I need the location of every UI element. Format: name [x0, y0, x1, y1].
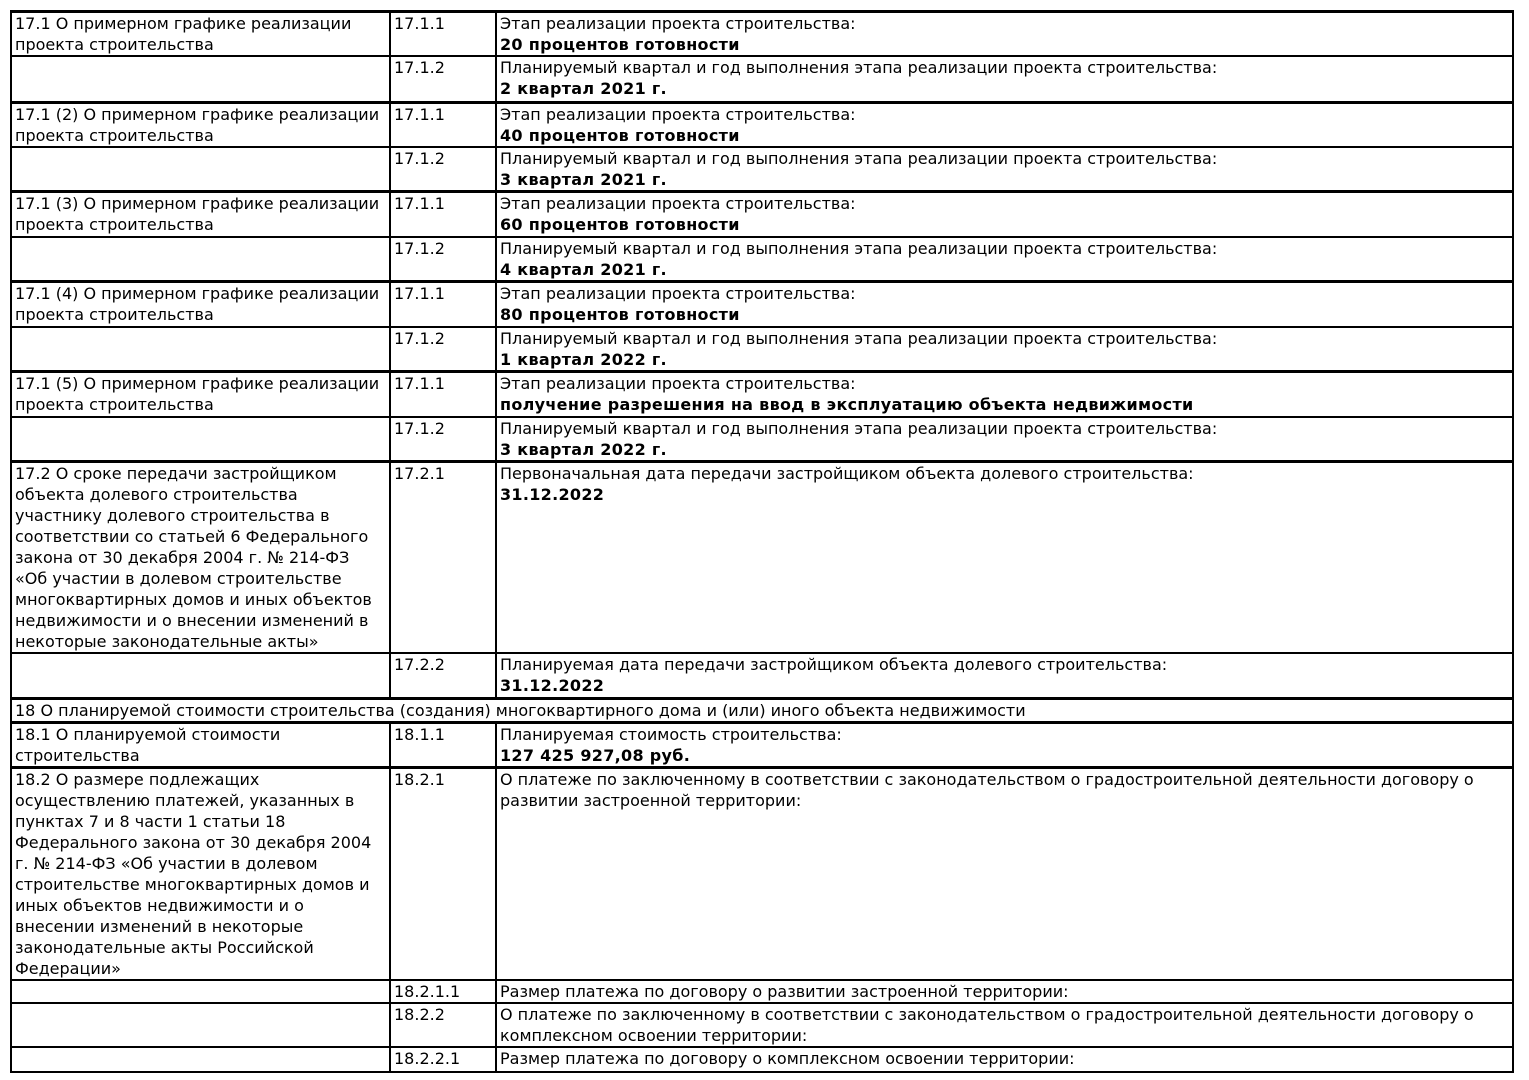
item-label: Планируемый квартал и год выполнения этапа реализации проекта строительства: — [500, 238, 1218, 258]
item-content-cell — [496, 192, 1513, 237]
table-row — [11, 1003, 1513, 1047]
item-content-cell — [496, 12, 1513, 57]
item-content-cell — [496, 653, 1513, 698]
table-row — [11, 417, 1513, 462]
section-description-cell — [11, 327, 390, 372]
item-value: 2 квартал 2021 г. — [500, 79, 667, 98]
section-description-cell — [11, 147, 390, 192]
item-value: 80 процентов готовности — [500, 305, 740, 324]
item-label: О платеже по заключенному в соответствии с законодательством о градостроительной деятельности договору о развитии застроенной территории: — [500, 769, 1474, 810]
item-label: Размер платежа по договору о комплексном освоении территории: — [500, 1048, 1075, 1068]
section-description-cell: 17.1 (4) О примерном графике реализации проекта строительства — [11, 282, 390, 327]
item-value: 1 квартал 2022 г. — [500, 349, 667, 369]
item-value: 4 квартал 2021 г. — [500, 259, 667, 279]
item-content-cell — [496, 462, 1513, 654]
item-value: 31.12.2022 — [500, 676, 605, 695]
item-number-cell: 17.1.1 — [390, 12, 496, 57]
section-description-cell — [11, 1003, 390, 1047]
item-label: Этап реализации проекта строительства: — [500, 284, 856, 303]
item-number-cell: 17.1.2 — [390, 417, 496, 462]
item-number-cell: 18.1.1 — [390, 722, 496, 767]
section-description-cell — [11, 237, 390, 282]
item-number-cell: 17.1.1 — [390, 102, 496, 147]
table-row — [11, 282, 1513, 327]
item-content-cell — [496, 147, 1513, 192]
item-label: Этап реализации проекта строительства: — [500, 14, 856, 33]
section-description-cell — [11, 56, 390, 102]
item-number-cell: 17.1.2 — [390, 327, 496, 372]
section-description-cell: 17.1 (2) О примерном графике реализации проекта строительства — [11, 102, 390, 147]
declaration-table-body — [11, 12, 1513, 1072]
item-label: Планируемый квартал и год выполнения этапа реализации проекта строительства: — [500, 418, 1218, 438]
table-row — [11, 12, 1513, 57]
item-value: 3 квартал 2022 г. — [500, 439, 667, 459]
item-content-cell — [496, 56, 1513, 102]
item-content-cell — [496, 980, 1513, 1003]
item-label: О платеже по заключенному в соответствии с законодательством о градостроительной деятельности договору о комплексном освоении территории: — [500, 1004, 1474, 1045]
item-label: Этап реализации проекта строительства: — [500, 374, 856, 393]
item-value: 40 процентов готовности — [500, 125, 740, 145]
item-number-cell: 17.2.2 — [390, 653, 496, 698]
item-content-cell — [496, 327, 1513, 372]
item-label: Первоначальная дата передачи застройщиком объекта долевого строительства: — [500, 464, 1194, 483]
item-value: 60 процентов готовности — [500, 215, 740, 234]
table-row — [11, 462, 1513, 654]
item-content-cell — [496, 767, 1513, 980]
section-description-cell — [11, 1047, 390, 1072]
item-number-cell: 17.1.1 — [390, 192, 496, 237]
item-number-cell: 17.1.2 — [390, 147, 496, 192]
item-content-cell — [496, 282, 1513, 327]
item-value: 3 квартал 2021 г. — [500, 169, 667, 189]
item-label: Размер платежа по договору о развитии застроенной территории: — [500, 981, 1069, 1001]
item-number-cell: 18.2.2.1 — [390, 1047, 496, 1072]
table-row — [11, 56, 1513, 102]
item-number-cell: 17.1.2 — [390, 56, 496, 102]
section-header-text: 18 О планируемой стоимости строительства (создания) многоквартирного дома и (или) иного объекта недвижимости — [11, 698, 1513, 722]
item-content-cell — [496, 1003, 1513, 1047]
item-value: 20 процентов готовности — [500, 35, 740, 54]
table-row — [11, 192, 1513, 237]
item-value: 31.12.2022 — [500, 485, 605, 504]
item-number-cell: 18.2.1.1 — [390, 980, 496, 1003]
section-description-cell: 18.2 О размере подлежащих осуществлению платежей, указанных в пунктах 7 и 8 части 1 статьи 18 Федерального закона от 30 декабря 2004 г. № 214-ФЗ «Об участии в долевом строительстве многоквартирных домов и иных объектов недвижимости и о внесении изменений в некоторые законодательные акты Российской Федерации» — [11, 767, 390, 980]
section-description-cell: 17.2 О сроке передачи застройщиком объекта долевого строительства участнику долевого строительства в соответствии со статьей 6 Федерального закона от 30 декабря 2004 г. № 214-ФЗ «Об участии в долевом строительстве многоквартирных домов и иных объектов недвижимости и о внесении изменений в некоторые законодательные акты» — [11, 462, 390, 654]
item-content-cell — [496, 417, 1513, 462]
item-number-cell: 17.1.1 — [390, 282, 496, 327]
section-header-row — [11, 698, 1513, 722]
item-label: Этап реализации проекта строительства: — [500, 194, 856, 213]
item-content-cell — [496, 1047, 1513, 1072]
table-row — [11, 372, 1513, 417]
item-number-cell: 18.2.1 — [390, 767, 496, 980]
item-label: Планируемый квартал и год выполнения этапа реализации проекта строительства: — [500, 328, 1218, 348]
item-label: Планируемая стоимость строительства: — [500, 724, 842, 744]
table-row — [11, 767, 1513, 980]
item-label: Планируемая дата передачи застройщиком объекта долевого строительства: — [500, 655, 1168, 674]
item-label: Этап реализации проекта строительства: — [500, 104, 856, 124]
item-value: получение разрешения на ввод в эксплуатацию объекта недвижимости — [500, 395, 1194, 414]
table-row — [11, 980, 1513, 1003]
table-row — [11, 102, 1513, 147]
table-row — [11, 653, 1513, 698]
item-content-cell — [496, 237, 1513, 282]
table-row — [11, 327, 1513, 372]
item-number-cell: 17.1.1 — [390, 372, 496, 417]
item-content-cell — [496, 722, 1513, 767]
table-row — [11, 237, 1513, 282]
item-value: 127 425 927,08 руб. — [500, 745, 691, 765]
section-description-cell — [11, 417, 390, 462]
item-content-cell — [496, 372, 1513, 417]
section-description-cell — [11, 653, 390, 698]
section-description-cell: 17.1 О примерном графике реализации проекта строительства — [11, 12, 390, 57]
item-number-cell: 18.2.2 — [390, 1003, 496, 1047]
table-row — [11, 1047, 1513, 1072]
item-label: Планируемый квартал и год выполнения этапа реализации проекта строительства: — [500, 58, 1218, 77]
section-description-cell: 17.1 (5) О примерном графике реализации проекта строительства — [11, 372, 390, 417]
item-number-cell: 17.2.1 — [390, 462, 496, 654]
section-description-cell — [11, 980, 390, 1003]
item-content-cell — [496, 102, 1513, 147]
section-description-cell: 17.1 (3) О примерном графике реализации проекта строительства — [11, 192, 390, 237]
table-row — [11, 722, 1513, 767]
declaration-table — [10, 10, 1514, 1073]
item-label: Планируемый квартал и год выполнения этапа реализации проекта строительства: — [500, 148, 1218, 168]
table-row — [11, 147, 1513, 192]
section-description-cell: 18.1 О планируемой стоимости строительства — [11, 722, 390, 767]
item-number-cell: 17.1.2 — [390, 237, 496, 282]
